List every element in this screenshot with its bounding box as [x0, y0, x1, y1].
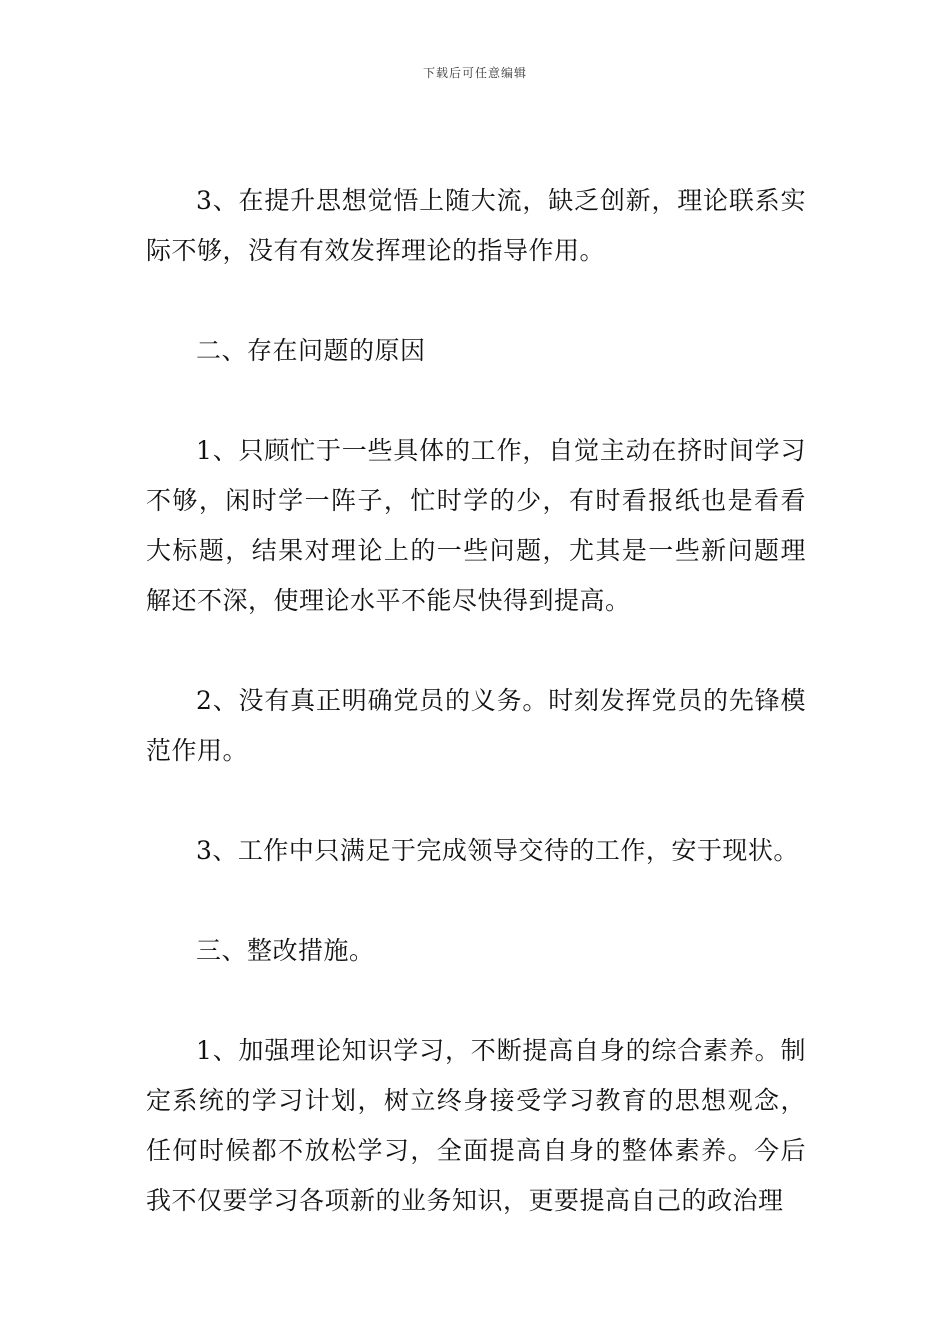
page-header: 下载后可任意编辑 — [422, 66, 527, 80]
paragraph-cause-2: 2、没有真正明确党员的义务。时刻发挥党员的先锋模范作用。 — [146, 686, 806, 765]
document-body — [146, 176, 806, 1276]
paragraph-measure-1: 1、加强理论知识学习，不断提高自身的综合素养。制定系统的学习计划，树立终身接受学习教育的思想观念，任何时候都不放松学习，全面提高自身的整体素养。今后我不仅要学习各项新的业务知识，更要提高自己的政治理 — [146, 1036, 806, 1215]
paragraph-cause-1: 1、只顾忙于一些具体的工作，自觉主动在挤时间学习不够，闲时学一阵子，忙时学的少，有时看报纸也是看看大标题，结果对理论上的一些问题，尤其是一些新问题理解还不深，使理论水平不能尽快得到提高。 — [146, 436, 806, 615]
paragraph-issue-3: 3、在提升思想觉悟上随大流，缺乏创新，理论联系实际不够，没有有效发挥理论的指导作用。 — [146, 186, 806, 265]
section-heading-causes: 二、存在问题的原因 — [196, 336, 426, 365]
paragraph-cause-3: 3、工作中只满足于完成领导交待的工作，安于现状。 — [196, 836, 799, 865]
section-heading-measures: 三、整改措施。 — [196, 936, 375, 965]
